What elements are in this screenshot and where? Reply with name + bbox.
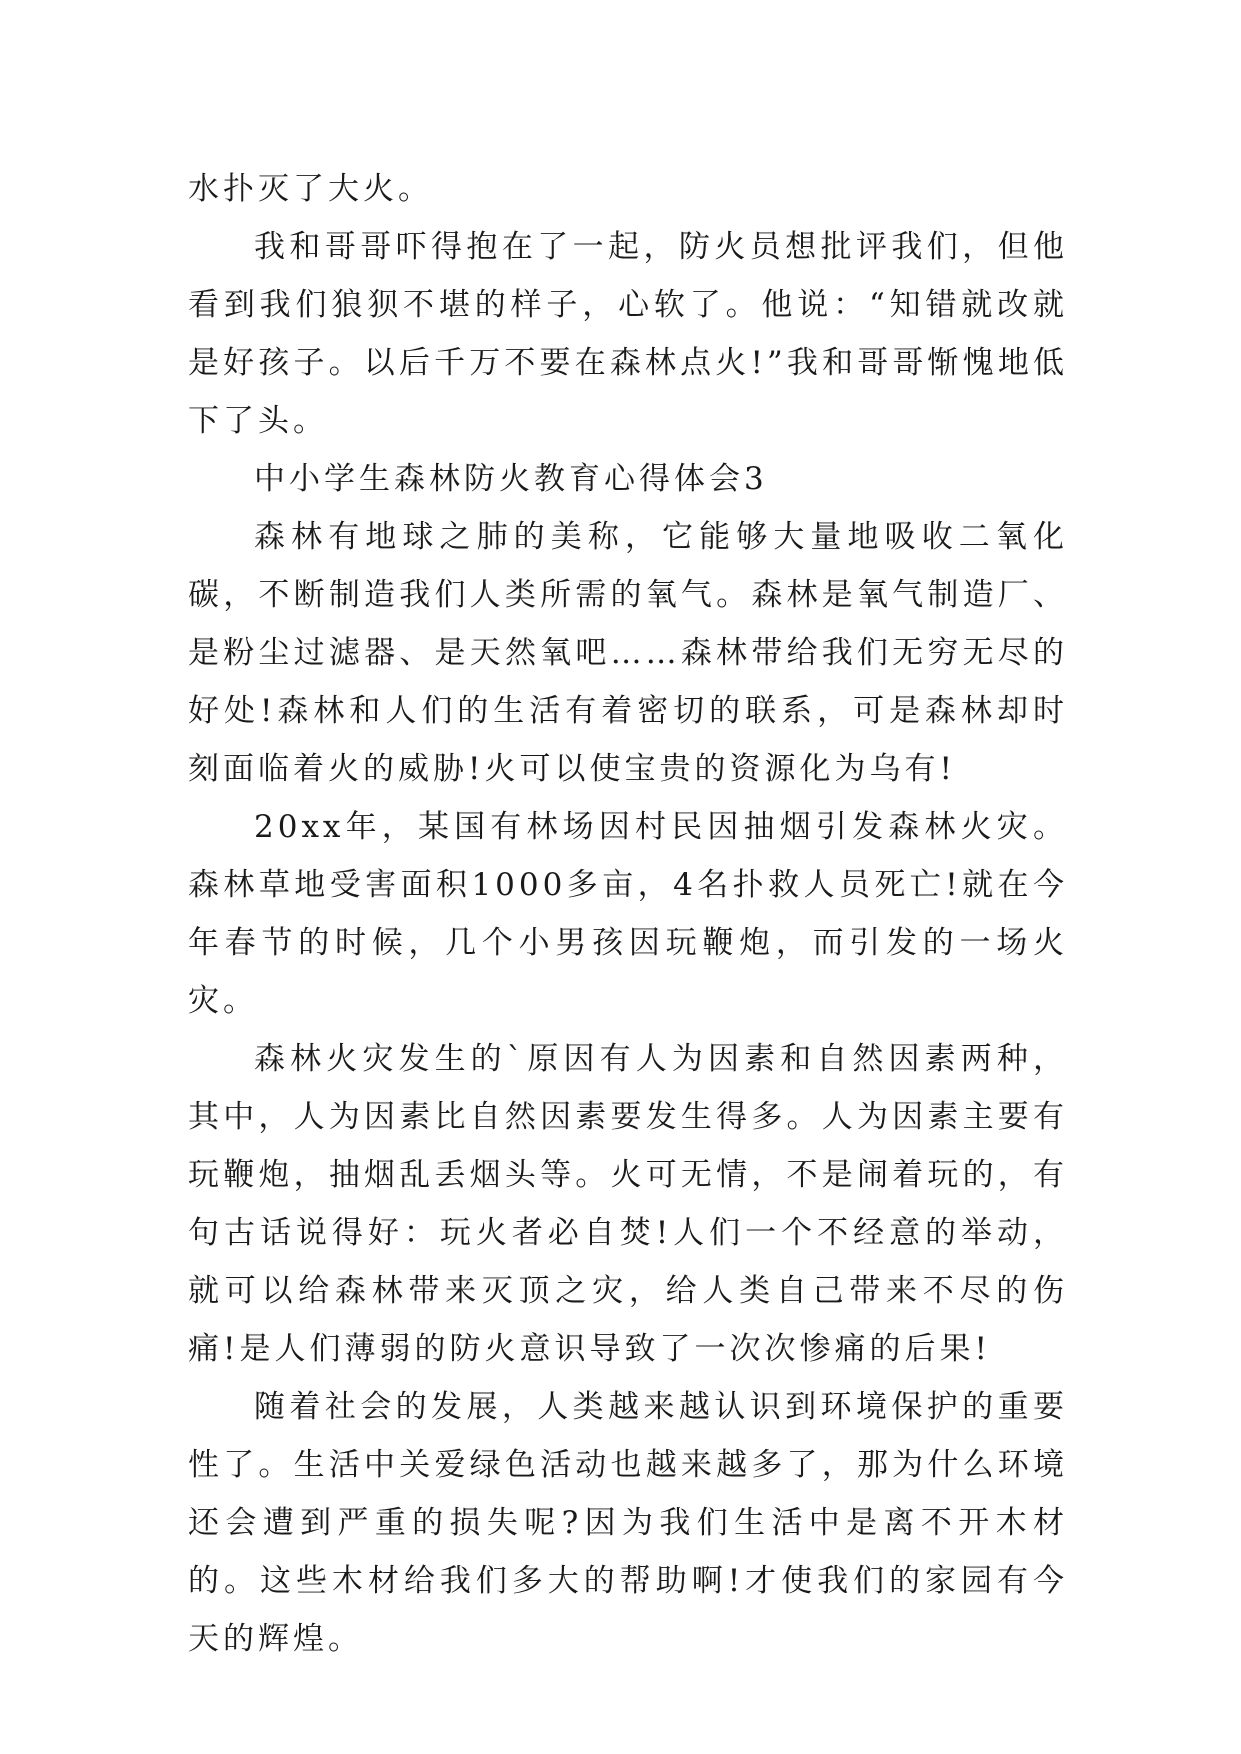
- section-heading: 中小学生森林防火教育心得体会3: [254, 461, 768, 497]
- paragraph: 森林有地球之肺的美称，它能够大量地吸收二氧化碳，不断制造我们人类所需的氧气。森林是氧气制造厂、是粉尘过滤器、是天然氧吧……森林带给我们无穷无尽的好处!森林和人们的生活有着密切的联系，可是森林却时刻面临着火的威胁!火可以使宝贵的资源化为乌有!: [188, 519, 1068, 787]
- paragraph: 20xx年，某国有林场因村民因抽烟引发森林火灾。森林草地受害面积1000多亩，4名扑救人员死亡!就在今年春节的时候，几个小男孩因玩鞭炮，而引发的一场火灾。: [188, 809, 1068, 1019]
- paragraph: 随着社会的发展，人类越来越认识到环境保护的重要性了。生活中关爱绿色活动也越来越多了，那为什么环境还会遭到严重的损失呢?因为我们生活中是离不开木材的。这些木材给我们多大的帮助啊!才使我们的家园有今天的辉煌。: [188, 1389, 1068, 1657]
- document-body: [188, 160, 1068, 1668]
- paragraph: 森林火灾发生的`原因有人为因素和自然因素两种，其中，人为因素比自然因素要发生得多。人为因素主要有玩鞭炮，抽烟乱丢烟头等。火可无情，不是闹着玩的，有句古话说得好：玩火者必自焚!人们一个不经意的举动，就可以给森林带来灭顶之灾，给人类自己带来不尽的伤痛!是人们薄弱的防火意识导致了一次次惨痛的后果!: [188, 1041, 1068, 1367]
- paragraph-continuation: 水扑灭了大火。: [188, 171, 433, 207]
- paragraph: 我和哥哥吓得抱在了一起，防火员想批评我们，但他看到我们狼狈不堪的样子，心软了。他说：“知错就改就是好孩子。以后千万不要在森林点火!”我和哥哥惭愧地低下了头。: [188, 229, 1068, 439]
